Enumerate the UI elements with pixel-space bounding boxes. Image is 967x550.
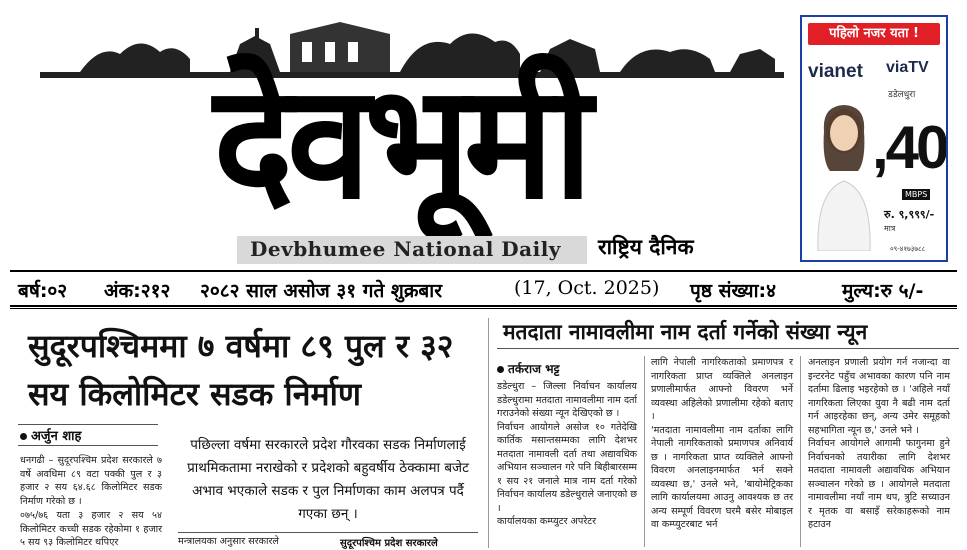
subtitle-english: Devbhumee National Daily [250, 237, 561, 261]
left-story-body-2: ०७५/७६ यता ३ हजार २ सय ५४ किलोमिटर कच्ची सडक रहेकोमा १ हजार ५ सय ९३ किलोमिटर थपिएर [20, 510, 162, 548]
ad-price-note: मात्र [884, 224, 896, 233]
ad-price: रु. ९,९९९/- [884, 208, 935, 221]
info-double-rule [10, 308, 957, 309]
ad-viatv-logo: viaTV [886, 59, 929, 76]
left-story-author: अर्जुन शाह [20, 426, 81, 444]
ad-brand-logo: vianet [808, 61, 863, 82]
right-story-col2: लागि नेपाली नागरिकताको प्रमाणपत्र र नागरिकता प्राप्त व्यक्तिले अनलाइन प्रणालीमार्फत आफ्नो विवरण भर्ने व्यवस्था अहिलेको प्रणालीमा रहेको बताए । 'मतदाता नामावलीमा नाम दर्ताका लागि नेपाली नागरिकताको प्रमाणपत्र अनिवार्य छ । नागरिकता प्राप्त व्यक्तिले आफ्नो विवरण अनलाइनमार्फत भर्न सक्ने व्यवस्था छ,' उनले भने, 'बायोमेट्रिकका लागि कार्यालयमा आउनु आवश्यक छ तर अन्य सम्पूर्ण विवरण घरमै बसेर मोबाइल वा कम्प्युटरबाट भर्न [651, 357, 793, 530]
newspaper-name: देवभूमी [213, 51, 587, 235]
top-rule [10, 270, 957, 272]
right-headline-rule [497, 348, 959, 349]
ad-phone: ०९-४१७३७८८ [890, 245, 926, 253]
subtitle-nepali: राष्ट्रिय दैनिक [598, 235, 694, 259]
info-bottom-rule [10, 305, 957, 307]
vianet-advertisement[interactable] [800, 15, 948, 262]
ad-location: डडेलधुरा [888, 90, 916, 100]
ad-speed-value: ,40 [872, 114, 947, 181]
ad-banner: पहिलो नजर यता ! [808, 23, 940, 45]
left-story-pullquote: पछिल्ला वर्षमा सरकारले प्रदेश गौरवका सडक निर्माणलाई प्राथमिकतामा नराखेको र प्रदेशको बहुवर्षीय ठेक्कामा बजेट अभाव भएकाले सडक र पुल निर्माणका काम अलपत्र पर्दै गएका छन् । [187, 437, 469, 522]
left-story-col2: मन्त्रालयका अनुसार सरकारले [178, 536, 279, 547]
page-count: पृष्ठ संख्या:४ [690, 280, 776, 302]
quote-rule [178, 532, 478, 533]
issue-label: अंक:२१२ [104, 280, 171, 302]
left-story-body-1: धनगढी – सुदूरपश्चिम प्रदेश सरकारले ७ वर्षे अवधिमा ८९ वटा पक्की पुल र ३ हजार २ सय ६४.६८ किलोमिटर सडक निर्माण गरेको छ । [20, 455, 162, 507]
author-rule-bottom [18, 445, 158, 446]
left-story-col3-head: सुदूरपश्चिम प्रदेश सरकारले [340, 538, 438, 549]
ad-speed-unit: MBPS [902, 189, 930, 200]
right-story-col1: डडेल्धुरा – जिल्ला निर्वाचन कार्यालय डडेल्धुरामा मतदाता नामावलीमा नाम दर्ता गराउनेको संख्या न्यून देखिएको छ । निर्वाचन आयोगले असोज १० गतेदेखि कार्तिक मसान्तसम्मका लागि देशभर मतदाता नामावली दर्ता तथा अद्यावधिक अभियान सञ्चालन गरे पनि बिहीबारसम्म १ सय २१ जनाले मात्र नाम दर्ता गरेको निर्वाचन कार्यालय डडेल्धुराले जनाएको छ । कार्यालयका कम्प्युटर अपरेटर [497, 381, 637, 527]
date-english: (17, Oct. 2025) [514, 277, 660, 299]
date-nepali: २०८२ साल असोज ३१ गते शुक्रबार [200, 280, 442, 302]
author-rule [18, 424, 158, 425]
right-story-author: तर्कराज भट्ट [497, 360, 559, 377]
right-story-col3: अनलाइन प्रणाली प्रयोग गर्न नजान्दा वा इन्टरनेट पहुँच अभावका कारण पनि नाम दर्तामा ढिलाइ भइरहेको छ । 'अहिले नयाँ नागरिकता लिएका युवा नै बढी नाम दर्ता गर्न आइरहेका छन्, अन्य उमेर समूहको सहभागिता न्यून छ,' उनले भने । निर्वाचन आयोगले आगामी फागुनमा हुने निर्वाचनको तयारीका लागि देशभर मतदाता नामावली अद्यावधिक अभियान सञ्चालन गरेको छ । आयोगले मतदाता नामावलीमा नयाँ नाम थप, त्रुटि सच्याउन र मृतक वा बसाइँ सरेकाहरूको नाम हटाउन [808, 357, 950, 530]
year-label: बर्ष:०२ [18, 280, 68, 302]
left-story-headline[interactable]: सुदूरपश्चिममा ७ वर्षमा ८९ पुल र ३२ सय किलोमिटर सडक निर्माण [28, 327, 454, 413]
right-col-divider-2 [800, 356, 801, 547]
ad-model-illustration [808, 101, 880, 251]
column-divider [488, 318, 489, 548]
price-label: मुल्य:रु ५/- [842, 280, 924, 302]
right-col-divider-1 [644, 356, 645, 547]
right-story-headline[interactable]: मतदाता नामावलीमा नाम दर्ता गर्नेको संख्या न्यून [503, 320, 868, 344]
